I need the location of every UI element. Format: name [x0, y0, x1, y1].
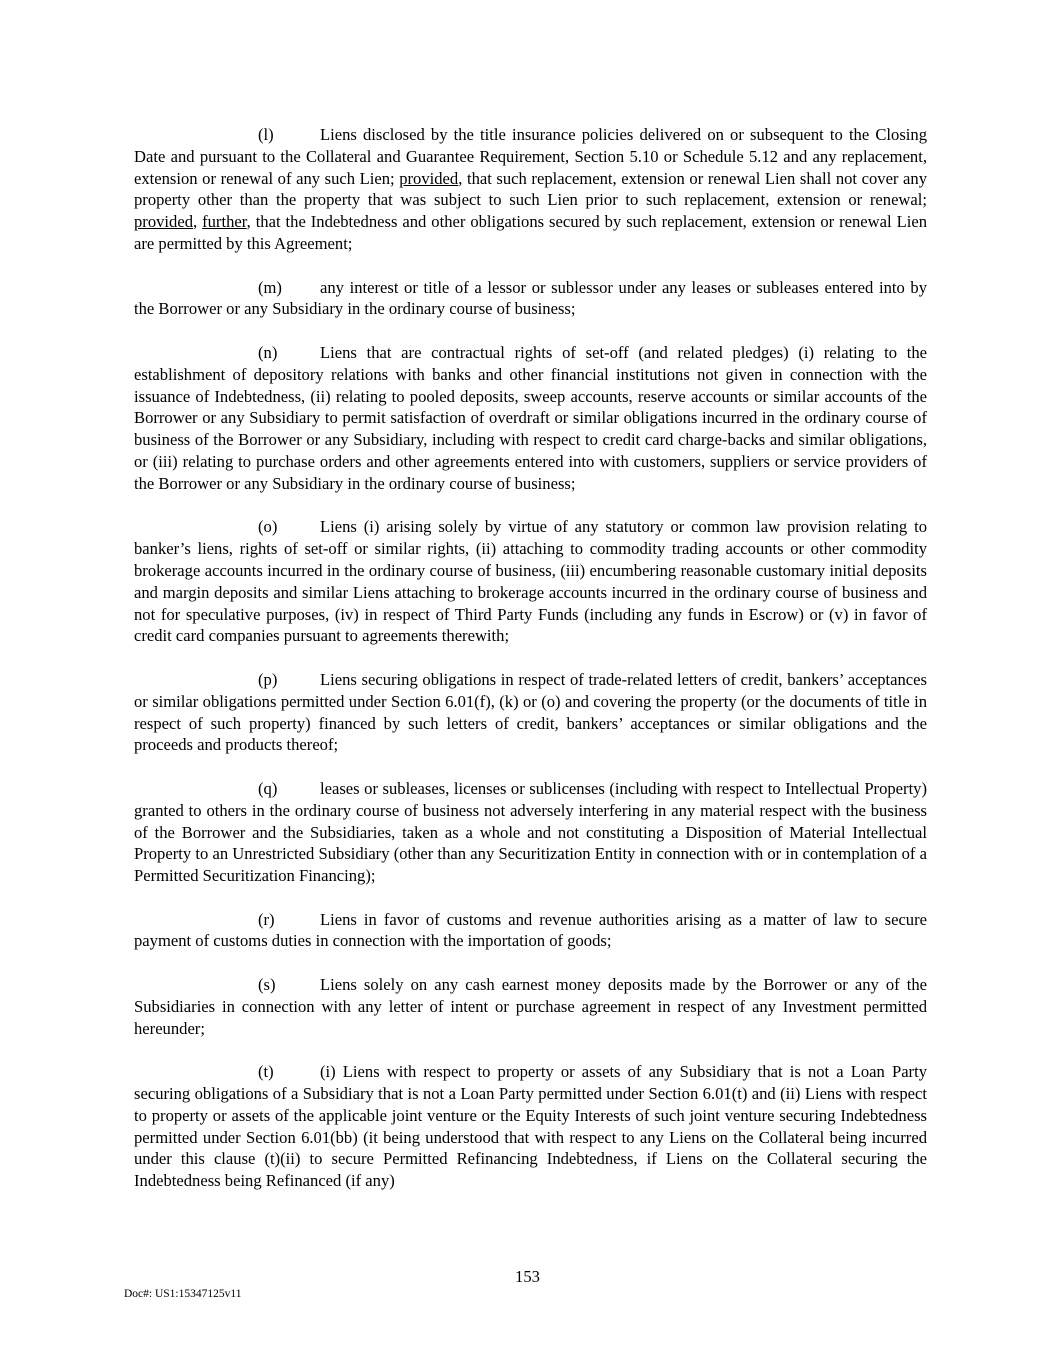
clause-m — [134, 277, 927, 321]
clause-text: (i) Liens with respect to property or assets of any Subsidiary that is not a Loan Party securing obligations of a Subsidiary that is not a Loan Party permitted under Section 6.01(t) and (ii) Liens with respect to property or assets of the applicable joint venture or the Equity Interests of such joint venture securing Indebtedness permitted under Section 6.01(bb) (it being understood that with respect to any Liens on the Collateral being incurred under this clause (t)(ii) to secure Permitted Refinancing Indebtedness, if Liens on the Collateral securing the Indebtedness being Refinanced (if any) — [134, 1062, 927, 1191]
clause-label: (m) — [258, 277, 282, 297]
clause-label: (n) — [258, 342, 278, 362]
clause-t — [134, 1061, 927, 1192]
clause-text: , — [193, 212, 203, 232]
clause-q — [134, 778, 927, 887]
clause-r — [134, 909, 927, 953]
underlined-term: provided — [399, 168, 459, 188]
clause-label: (o) — [258, 517, 278, 537]
clause-text: , that such replacement, extension or renewal Lien shall not cover any property other than the property that was subject to such Lien prior to such replacement, extension or renewal; — [134, 168, 928, 210]
clause-label: (q) — [258, 778, 278, 798]
clause-text: Liens (i) arising solely by virtue of any statutory or common law provision relating to banker’s liens, rights of set-off or similar rights, (ii) attaching to commodity trading accounts or other commodity brokerage accounts incurred in the ordinary course of business, (iii) encumbering reasonable customary initial deposits and margin deposits and similar Liens attaching to brokerage accounts incurred in the ordinary course of business and not for speculative purposes, (iv) in respect of Third Party Funds (including any funds in Escrow) or (v) in favor of credit card companies pursuant to agreements therewith; — [134, 517, 927, 646]
clause-l — [134, 124, 927, 255]
clause-p — [134, 669, 927, 756]
page-number: 153 — [515, 1267, 540, 1286]
clause-text: leases or subleases, licenses or sublicenses (including with respect to Intellectual Property) granted to others in the ordinary course of business not adversely interfering in any material respect with the business of the Borrower and the Subsidiaries, taken as a whole and not constituting a Disposition of Material Intellectual Property to an Unrestricted Subsidiary (other than any Securitization Entity in connection with or in contemplation of a Permitted Securitization Financing); — [134, 778, 927, 886]
clause-s — [134, 974, 927, 1039]
document-id: Doc#: US1:15347125v11 — [124, 1288, 242, 1300]
clause-label: (l) — [258, 125, 274, 144]
clause-text: , that the Indebtedness and other obligations secured by such replacement, extension or renewal Lien are permitted by this Agreement; — [134, 212, 927, 253]
clause-label: (r) — [258, 909, 275, 929]
clause-o — [134, 516, 927, 647]
underlined-term: further — [202, 212, 247, 232]
clause-n — [134, 342, 927, 495]
clause-label: (s) — [258, 975, 276, 995]
clause-label: (p) — [258, 669, 278, 689]
clause-text: Liens disclosed by the title insurance policies delivered on or subsequent to the Closing Date and pursuant to the Collateral and Guarantee Requirement, Section 5.10 or Schedule 5.12 and any replacement, extension or renewal of any such Lien; — [134, 125, 927, 188]
clause-label: (t) — [258, 1062, 274, 1082]
clause-text: Liens in favor of customs and revenue authorities arising as a matter of law to secure payment of customs duties in connection with the importation of goods; — [134, 909, 927, 951]
clause-text: Liens securing obligations in respect of trade-related letters of credit, bankers’ acceptances or similar obligations permitted under Section 6.01(f), (k) or (o) and covering the property (or the documents of title in respect of such property) financed by such letters of credit, bankers’ acceptances or similar obligations and the proceeds and products thereof; — [134, 669, 927, 755]
clause-text: Liens that are contractual rights of set-off (and related pledges) (i) relating to the establishment of depository relations with banks and other financial institutions not given in connection with the issuance of Indebtedness, (ii) relating to pooled deposits, sweep accounts, reserve accounts or similar accounts of the Borrower or any Subsidiary to permit satisfaction of overdraft or similar obligations incurred in the ordinary course of business of the Borrower or any Subsidiary, including with respect to credit card charge-backs and similar obligations, or (iii) relating to purchase orders and other agreements entered into with customers, suppliers or service providers of the Borrower or any Subsidiary in the ordinary course of business; — [134, 342, 927, 493]
underlined-term: provided — [134, 212, 193, 232]
clause-text: Liens solely on any cash earnest money deposits made by the Borrower or any of the Subsidiaries in connection with any letter of intent or purchase agreement in respect of any Investment permitted hereunder; — [134, 975, 927, 1038]
document-body — [134, 124, 927, 1214]
clause-text: any interest or title of a lessor or sublessor under any leases or subleases entered into by the Borrower or any Subsidiary in the ordinary course of business; — [134, 277, 927, 319]
